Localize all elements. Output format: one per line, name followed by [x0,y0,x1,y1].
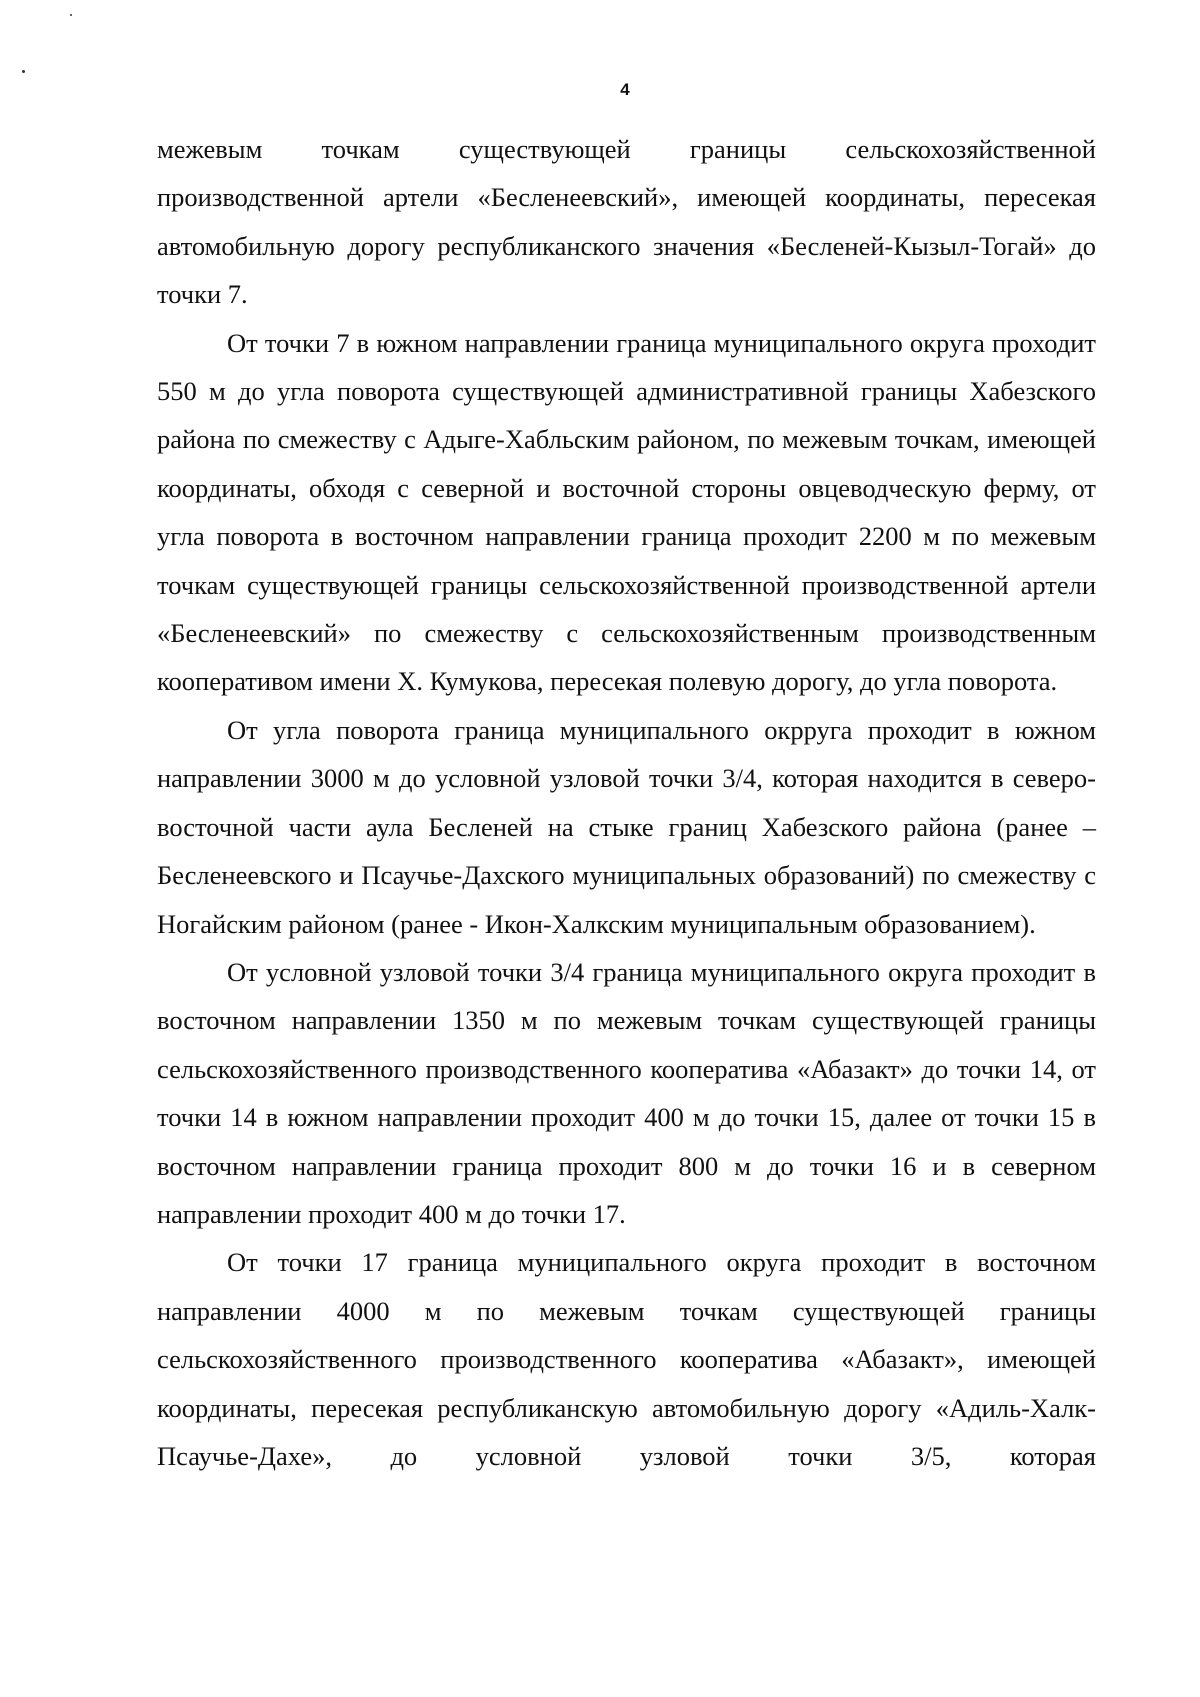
paragraph-truncated: От точки 17 граница муниципального округа проходит в восточном направлении 4000 м по межевым точкам существующей границы сельскохозяйственного производственного кооператива «Абазакт», имеющей координаты, пересекая республиканскую автомобильную дорогу «Адиль-Халк-Псаучье-Дахе», до условной узловой точки 3/5, которая [157,1247,1096,1471]
page-number: 4 [620,80,630,99]
scan-speck-mark [70,14,72,16]
scan-speck-mark [22,70,25,73]
document-body [157,125,1096,1480]
paragraph: От условной узловой точки 3/4 граница муниципального округа проходит в восточном направлении 1350 м по межевым точкам существующей границы сельскохозяйственного производственного кооператива «Абазакт» до точки 14, от точки 14 в южном направлении проходит 400 м до точки 15, далее от точки 15 в восточном направлении граница проходит 800 м до точки 16 и в северном направлении проходит 400 м до точки 17. [157,956,1096,1229]
paragraph: От угла поворота граница муниципального окрруга проходит в южном направлении 3000 м до условной узловой точки 3/4, которая находится в северо-восточной части аула Бесленей на стыке границ Хабезского района (ранее – Бесленеевского и Псаучье-Дахского муниципальных образований) по смежеству с Ногайским районом (ранее - Икон-Халкским муниципальным образованием). [157,714,1096,939]
paragraph-continuation: межевым точкам существующей границы сельскохозяйственной производственной артели «Бесленеевский», имеющей координаты, пересекая автомобильную дорогу республиканского значения «Бесленей-Кызыл-Тогай» до точки 7. [157,134,1096,310]
paragraph: От точки 7 в южном направлении граница муниципального округа проходит 550 м до угла поворота существующей административной границы Хабезского района по смежеству с Адыге-Хабльским районом, по межевым точкам, имеющей координаты, обходя с северной и восточной стороны овцеводческую ферму, от угла поворота в восточном направлении граница проходит 2200 м по межевым точкам существующей границы сельскохозяйственной производственной артели «Бесленеевский» по смежеству с сельскохозяйственным производственным кооперативом имени Х. Кумукова, пересекая полевую дорогу, до угла поворота. [157,327,1096,697]
